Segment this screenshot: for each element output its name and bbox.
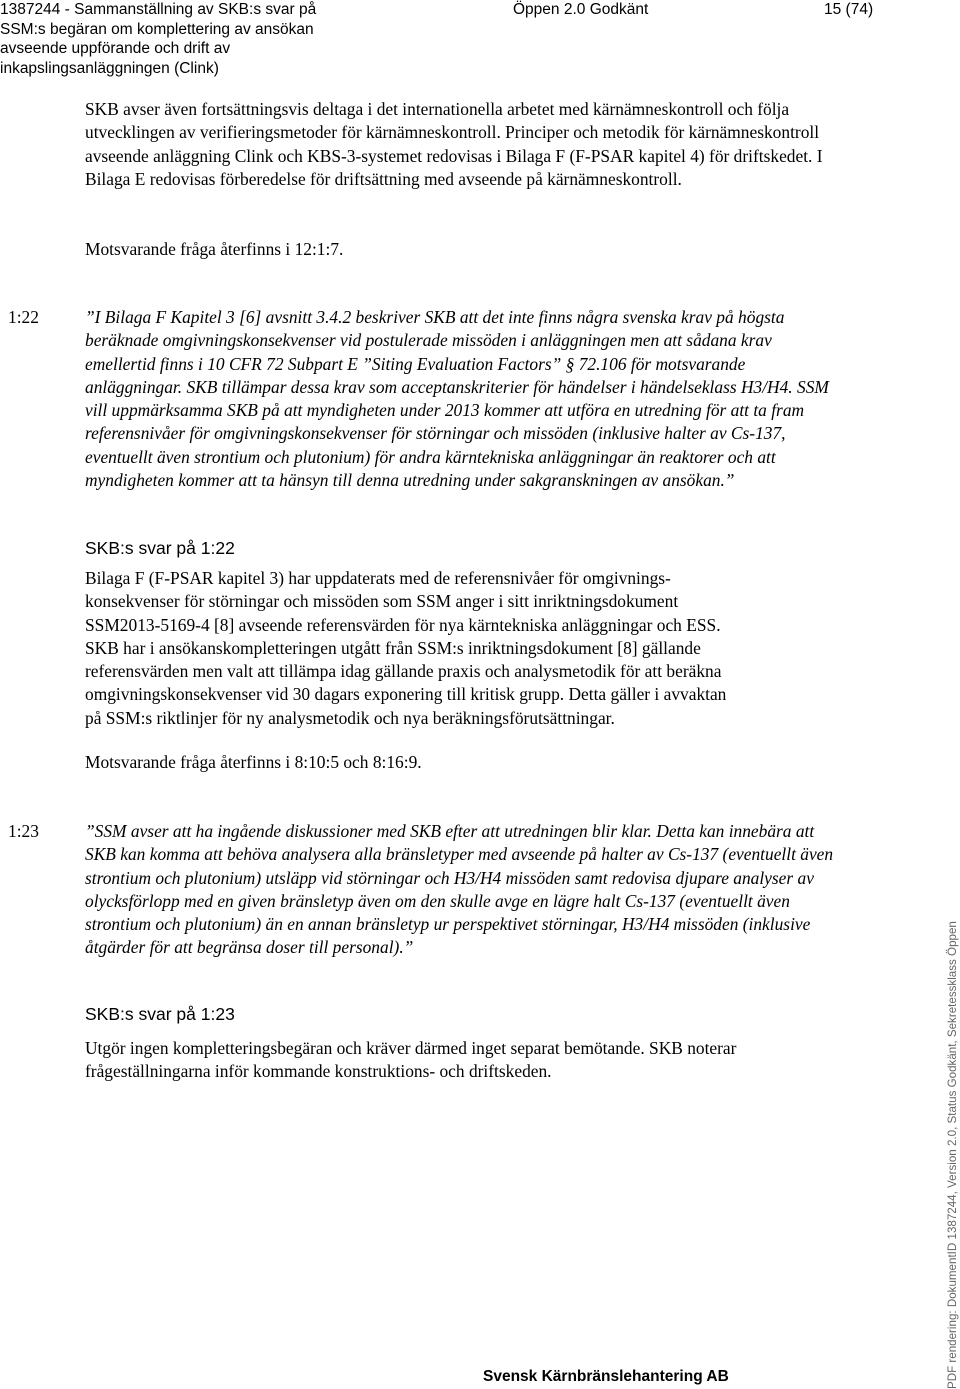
intro-reference: Motsvarande fråga återfinns i 12:1:7. <box>85 239 344 259</box>
answer-heading-1-23: SKB:s svar på 1:23 <box>85 1004 235 1024</box>
document-status: Öppen 2.0 Godkänt <box>513 1 649 18</box>
answer-text-1-22 <box>85 567 885 730</box>
header-title-line: avseende uppförande och drift av <box>0 40 231 57</box>
answer-line: Utgör ingen kompletteringsbegäran och kräver därmed inget separat bemötande. SKB noterar <box>85 1038 737 1058</box>
answer-line: SKB har i ansökanskompletteringen utgått från SSM:s inriktningsdokument [8] gällande <box>85 637 701 658</box>
company-footer: Svensk Kärnbränslehantering AB <box>483 1368 729 1385</box>
answer-line: SSM2013-5169-4 [8] avseende referensvärden för nya kärntekniska anläggningar och ESS. <box>85 614 721 635</box>
header-title-line: 1387244 - Sammanställning av SKB:s svar på <box>0 1 317 18</box>
answer-line: frågeställningarna inför kommande konstruktions- och driftskeden. <box>85 1061 552 1082</box>
intro-paragraph: SKB avser även fortsättningsvis deltaga i det internationella arbetet med kärnämneskontroll och följa utvecklingen av verifieringsmetoder för kärnämneskontroll. Principer och metodik för kärnämneskontroll avseende anläggning Clink och KBS-3-systemet redovisas i Bilaga F (F-PSAR kapitel 4) för driftskedet. I Bilaga E redovisas förberedelse för driftsättning med avseende på kärnämneskontroll. <box>85 99 823 189</box>
pdf-rendering-sidebar: PDF rendering: DokumentID 1387244, Version 2.0, Status Godkänt, Sekretessklass Öppen <box>946 921 959 1389</box>
header-title-line: SSM:s begäran om komplettering av ansökan <box>0 20 314 38</box>
question-text-1-23: ”SSM avser att ha ingående diskussioner med SKB efter att utredningen blir klar. Detta kan innebära att SKB kan komma att behöva analysera alla bränsletyper med avseende på halter av Cs-137 (eventuellt även strontium och plutonium) utsläpp vid störningar och H3/H4 missöden samt redovisa djupare analyser av olycksförlopp med en given bränsletyp även om den skulle avge en lägre halt Cs-137 (eventuellt även strontium och plutonium) än en annan bränsletyp ur perspektivet störningar, H3/H4 missöden (inklusive åtgärder för att begränsa doser till personal).” <box>85 821 834 958</box>
answer-line: referensvärden men valt att tillämpa idag gällande praxis och analysmetodik för att beräkna <box>85 661 722 682</box>
document-header-title <box>0 0 420 78</box>
header-title-line: inkapslingsanläggningen (Clink) <box>0 59 219 77</box>
page-number: 15 (74) <box>824 1 874 18</box>
answer-reference-1-22: Motsvarande fråga återfinns i 8:10:5 och 8:16:9. <box>85 752 422 772</box>
answer-text-1-23 <box>85 1037 885 1084</box>
answer-line: konsekvenser för störningar och missöden som SSM anger i sitt inriktningsdokument <box>85 591 679 612</box>
question-number-1-23: 1:23 <box>8 821 39 841</box>
question-number-1-22: 1:22 <box>8 307 39 327</box>
answer-heading-1-22: SKB:s svar på 1:22 <box>85 538 235 558</box>
answer-line: på SSM:s riktlinjer för ny analysmetodik och nya beräkningsförutsättningar. <box>85 707 615 728</box>
answer-line: omgivningskonsekvenser vid 30 dagars exponering till kritisk grupp. Detta gäller i avvaktan <box>85 684 727 705</box>
answer-line: Bilaga F (F-PSAR kapitel 3) har uppdaterats med de referensnivåer för omgivnings- <box>85 568 671 588</box>
question-text-1-22: ”I Bilaga F Kapitel 3 [6] avsnitt 3.4.2 beskriver SKB att det inte finns några svenska krav på högsta beräknade omgivningskonsekvenser vid postulerade missöden i anläggningen men att sådana krav emellertid finns i 10 CFR 72 Subpart E ”Siting Evaluation Factors” § 72.106 för motsvarande anläggningar. SKB tillämpar dessa krav som acceptanskriterier för händelser i händelseklass H3/H4. SSM vill uppmärksamma SKB på att myndigheten under 2013 kommer att utföra en utredning för att ta fram referensnivåer för omgivningskonsekvenser för störningar och missöden (inklusive halter av Cs-137, eventuellt även strontium och plutonium) för andra kärntekniska anläggningar än reaktorer och att myndigheten kommer att ta hänsyn till denna utredning under sakgranskningen av ansökan.” <box>85 307 829 491</box>
